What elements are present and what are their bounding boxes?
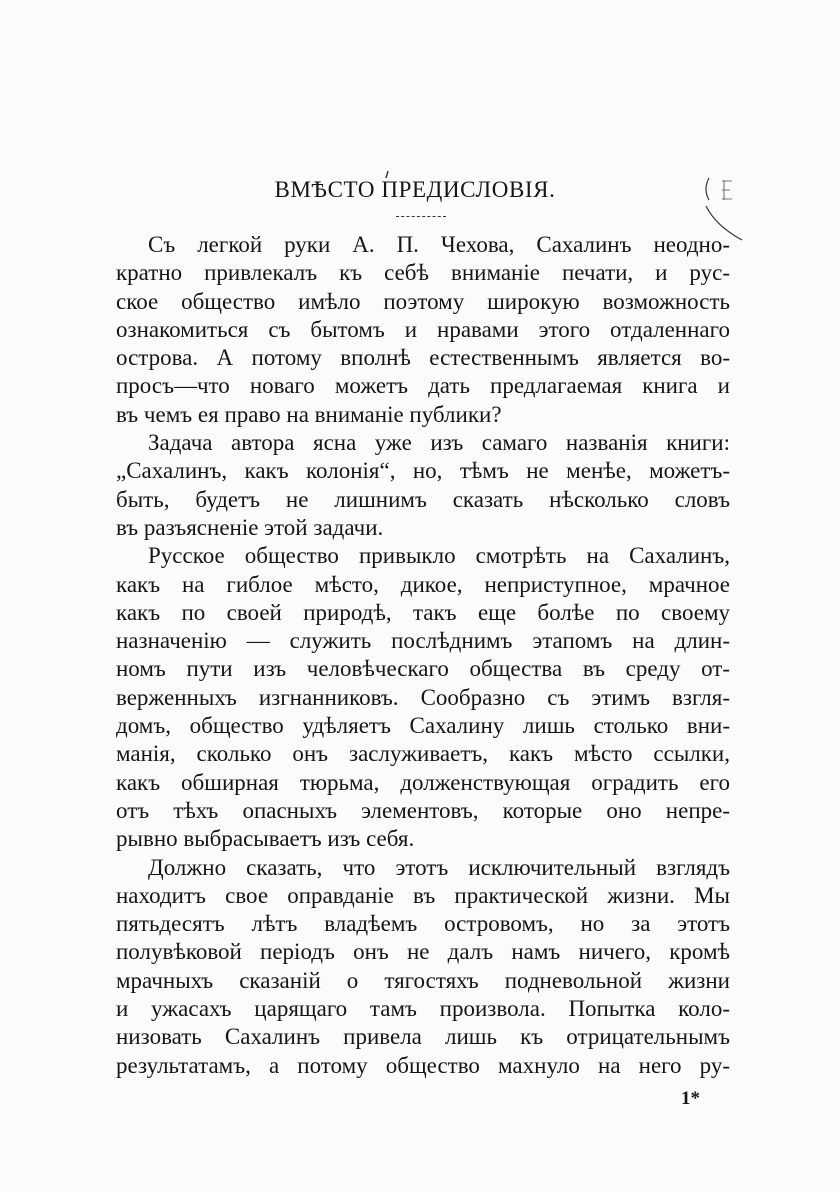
text-line: пятьдесятъ лѣтъ владѣемъ островомъ, но за этотъ (116, 911, 730, 937)
text-line: мрачныхъ сказаній о тягостяхъ подневольной жизни (116, 967, 730, 993)
text-line: рывно выбрасываетъ изъ себя. (116, 826, 415, 852)
text-line: полувѣковой періодъ онъ не далъ намъ ничего, кромѣ (116, 939, 730, 965)
scan-artifact (0, 0, 840, 260)
paragraph (116, 429, 730, 542)
page-number: 1* (681, 1088, 700, 1109)
paragraph (116, 542, 730, 853)
text-line: номъ пути изъ человѣческаго общества въ среду от- (116, 656, 730, 682)
paragraph (116, 231, 730, 429)
text-line: верженныхъ изгнанниковъ. Сообразно съ этимъ взгля- (116, 684, 730, 710)
text-line: находитъ свое оправданіе въ практической жизни. Мы (116, 882, 730, 908)
paragraph (116, 854, 730, 1080)
text-line: Должно сказать, что этотъ исключительный взглядъ (148, 854, 730, 880)
text-line: въ чемъ ея право на вниманіе публики? (116, 401, 502, 427)
text-line: манія, сколько онъ заслуживаетъ, какъ мѣсто ссылки, (116, 741, 730, 767)
text-line: результатамъ, а потому общество махнуло на него ру- (116, 1052, 730, 1078)
text-line: Съ легкой руки А. П. Чехова, Сахалинъ неодно- (148, 232, 730, 257)
text-line: и ужасахъ царящаго тамъ произвола. Попытка коло- (116, 996, 730, 1022)
text-line: ознакомиться съ бытомъ и нравами этого отдаленнаго (116, 316, 730, 342)
body-text (116, 231, 730, 1080)
text-line: отъ тѣхъ опасныхъ элементовъ, которые оно непре- (116, 797, 730, 823)
text-line: острова. А потому вполнѣ естественнымъ является во- (116, 345, 730, 371)
text-line: какъ на гиблое мѣсто, дикое, неприступное, мрачное (116, 571, 730, 597)
text-line: низовать Сахалинъ привела лишь къ отрицательнымъ (116, 1024, 730, 1050)
text-line: домъ, общество удѣляетъ Сахалину лишь столько вни- (116, 713, 730, 739)
text-line: ское общество имѣло поэтому широкую возможность (116, 288, 730, 314)
text-line: какъ по своей природѣ, такъ еще болѣе по своему (116, 599, 730, 625)
text-line: въ разъясненіе этой задачи. (116, 514, 384, 540)
page-title: ВМѢСТО ПРЕДИСЛОВІЯ. (274, 177, 556, 202)
text-line: Задача автора ясна уже изъ самаго названія книги: (148, 430, 730, 456)
text-line: кратно привлекалъ къ себѣ вниманіе печати, и рус- (116, 260, 730, 286)
text-line: „Сахалинъ, какъ колонія“, но, тѣмъ не менѣе, можетъ- (116, 458, 730, 484)
text-line: быть, будетъ не лишнимъ сказать нѣсколько словъ (116, 486, 730, 512)
text-line: какъ обширная тюрьма, долженствующая оградить его (116, 769, 730, 795)
title-divider (396, 216, 446, 217)
text-line: просъ—что новаго можетъ дать предлагаемая книга и (116, 373, 730, 399)
text-line: Русское общество привыкло смотрѣть на Сахалинъ, (148, 543, 730, 569)
text-line: назначенію — служить послѣднимъ этапомъ на длин- (116, 628, 730, 654)
